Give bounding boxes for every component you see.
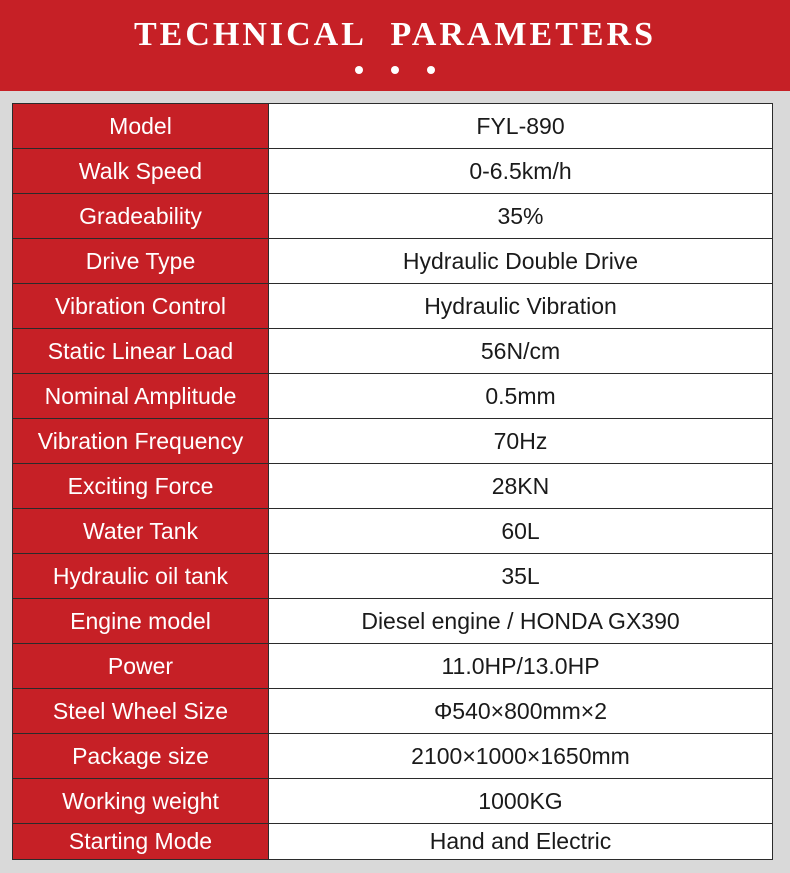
table-row bbox=[13, 824, 773, 860]
table-row bbox=[13, 419, 773, 464]
spec-label: Working weight bbox=[13, 779, 269, 824]
header-banner bbox=[0, 0, 790, 91]
spec-label: Package size bbox=[13, 734, 269, 779]
spec-value: Hydraulic Vibration bbox=[269, 284, 773, 329]
dot-icon bbox=[391, 66, 399, 74]
table-row bbox=[13, 329, 773, 374]
table-row bbox=[13, 734, 773, 779]
spec-value: 56N/cm bbox=[269, 329, 773, 374]
decorative-dots bbox=[0, 66, 790, 76]
spec-label: Walk Speed bbox=[13, 149, 269, 194]
spec-label: Hydraulic oil tank bbox=[13, 554, 269, 599]
spec-value: Hand and Electric bbox=[269, 824, 773, 860]
spec-label: Vibration Frequency bbox=[13, 419, 269, 464]
spec-label: Exciting Force bbox=[13, 464, 269, 509]
spec-value: Hydraulic Double Drive bbox=[269, 239, 773, 284]
spec-value: 28KN bbox=[269, 464, 773, 509]
spec-value: 70Hz bbox=[269, 419, 773, 464]
table-row bbox=[13, 374, 773, 419]
table-row bbox=[13, 644, 773, 689]
table-row bbox=[13, 464, 773, 509]
dot-icon bbox=[355, 66, 363, 74]
spec-table bbox=[12, 103, 773, 860]
spec-label: Power bbox=[13, 644, 269, 689]
spec-value: 0-6.5km/h bbox=[269, 149, 773, 194]
spec-label: Gradeability bbox=[13, 194, 269, 239]
spec-label: Steel Wheel Size bbox=[13, 689, 269, 734]
spec-value: 35% bbox=[269, 194, 773, 239]
table-row bbox=[13, 599, 773, 644]
spec-value: 1000KG bbox=[269, 779, 773, 824]
spec-value: 2100×1000×1650mm bbox=[269, 734, 773, 779]
spec-value: 35L bbox=[269, 554, 773, 599]
spec-value: 0.5mm bbox=[269, 374, 773, 419]
spec-value: Diesel engine / HONDA GX390 bbox=[269, 599, 773, 644]
spec-value: 60L bbox=[269, 509, 773, 554]
dot-icon bbox=[427, 66, 435, 74]
spec-label: Starting Mode bbox=[13, 824, 269, 860]
table-row bbox=[13, 149, 773, 194]
spec-label: Nominal Amplitude bbox=[13, 374, 269, 419]
spec-label: Static Linear Load bbox=[13, 329, 269, 374]
page-title: TECHNICAL PARAMETERS bbox=[133, 16, 657, 53]
spec-label: Model bbox=[13, 104, 269, 149]
table-row bbox=[13, 104, 773, 149]
table-row bbox=[13, 779, 773, 824]
spec-label: Water Tank bbox=[13, 509, 269, 554]
table-row bbox=[13, 239, 773, 284]
spec-label: Engine model bbox=[13, 599, 269, 644]
spec-value: Φ540×800mm×2 bbox=[269, 689, 773, 734]
spec-value: 11.0HP/13.0HP bbox=[269, 644, 773, 689]
table-row bbox=[13, 509, 773, 554]
table-row bbox=[13, 689, 773, 734]
table-row bbox=[13, 284, 773, 329]
spec-label: Drive Type bbox=[13, 239, 269, 284]
spec-value: FYL-890 bbox=[269, 104, 773, 149]
table-row bbox=[13, 194, 773, 239]
table-row bbox=[13, 554, 773, 599]
spec-label: Vibration Control bbox=[13, 284, 269, 329]
